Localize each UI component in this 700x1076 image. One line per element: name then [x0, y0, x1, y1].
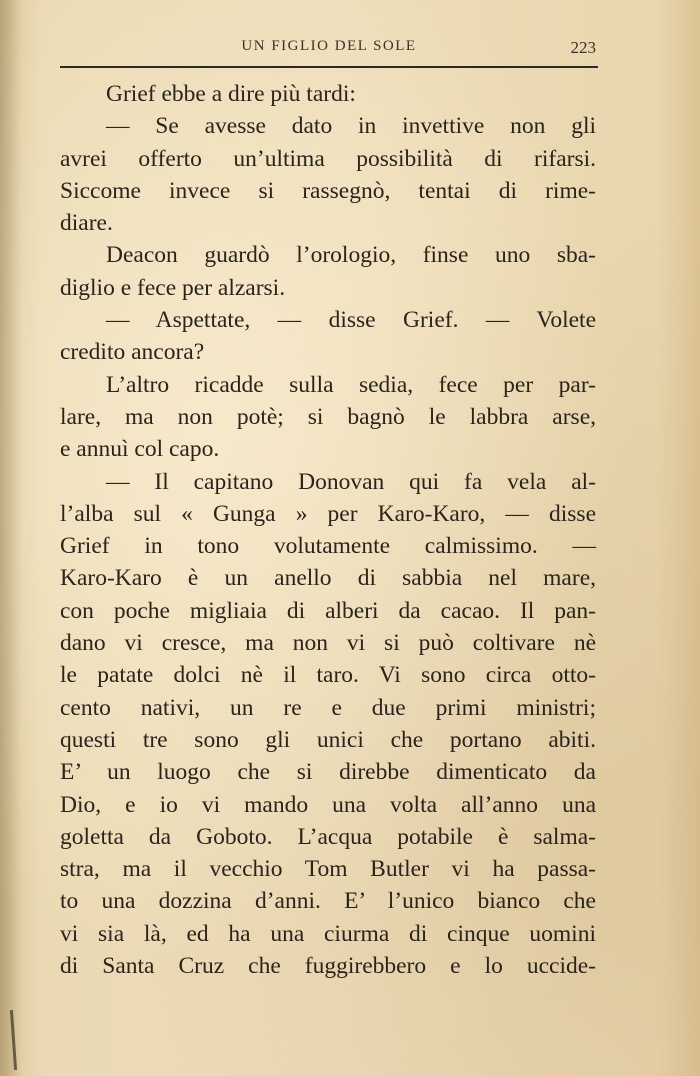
text-line: e annuì col capo. [60, 436, 220, 463]
text-line: goletta da Goboto. L’acqua potabile è salma- [60, 823, 596, 850]
text-line: diare. [60, 210, 113, 237]
text-line: Grief in tono volutamente calmissimo. — [60, 533, 596, 560]
header-rule [60, 66, 598, 68]
body-text [60, 78, 596, 982]
text-line: vi sia là, ed ha una ciurma di cinque uomini [60, 920, 596, 947]
text-line: credito ancora? [60, 339, 205, 366]
text-line: con poche migliaia di alberi da cacao. Il pan- [60, 597, 596, 624]
text-line: to una dozzina d’anni. E’ l’unico bianco che [60, 888, 596, 915]
text-line: E’ un luogo che si direbbe dimenticato da [60, 759, 596, 786]
text-line: L’altro ricadde sulla sedia, fece per par- [106, 371, 596, 398]
text-line: Dio, e io vi mando una volta all’anno una [60, 791, 596, 818]
text-line: Karo-Karo è un anello di sabbia nel mare, [60, 565, 596, 592]
running-head [62, 38, 596, 60]
text-line: — Il capitano Donovan qui fa vela al- [106, 468, 596, 495]
running-title: UN FIGLIO DEL SOLE [241, 38, 417, 54]
page-gutter-shadow [0, 0, 22, 1076]
text-line: le patate dolci nè il taro. Vi sono circa otto- [60, 662, 596, 689]
text-line: — Aspettate, — disse Grief. — Volete [106, 307, 596, 334]
text-line: di Santa Cruz che fuggirebbero e lo uccide- [60, 953, 596, 980]
text-line: diglio e fece per alzarsi. [60, 274, 286, 301]
text-line: Siccome invece si rassegnò, tentai di rime- [60, 177, 596, 204]
text-line: questi tre sono gli unici che portano abiti. [60, 726, 596, 753]
text-line: Grief ebbe a dire più tardi: [106, 81, 356, 107]
text-line: lare, ma non potè; si bagnò le labbra arse, [60, 403, 596, 430]
text-line: stra, ma il vecchio Tom Butler vi ha passa- [60, 856, 596, 883]
text-line: cento nativi, un re e due primi ministri; [60, 694, 596, 721]
text-line: — Se avesse dato in invettive non gli [106, 113, 596, 140]
text-line: l’alba sul « Gunga » per Karo-Karo, — disse [60, 500, 596, 527]
text-line: dano vi cresce, ma non vi si può coltivare nè [60, 630, 596, 657]
text-line: avrei offerto un’ultima possibilità di rifarsi. [60, 145, 596, 172]
page-number: 223 [570, 38, 596, 57]
text-line: Deacon guardò l’orologio, finse uno sba- [106, 242, 596, 269]
